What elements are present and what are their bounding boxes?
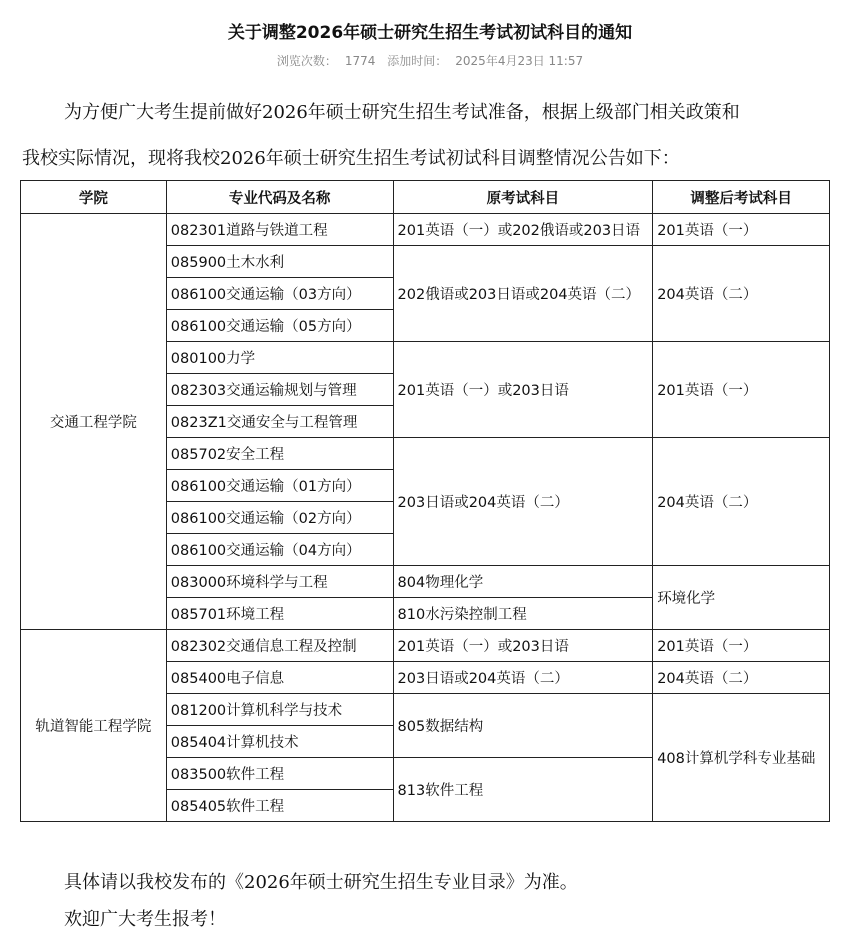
- major-cell: 086100交通运输（04方向）: [166, 534, 393, 566]
- table-header-row: [21, 181, 830, 214]
- page-title: 关于调整2026年硕士研究生招生考试初试科目的通知: [227, 23, 633, 43]
- major-cell: 086100交通运输（02方向）: [166, 502, 393, 534]
- original-subject-cell: 203日语或204英语（二）: [393, 438, 653, 566]
- major-cell: 086100交通运输（05方向）: [166, 310, 393, 342]
- major-cell: 083000环境科学与工程: [166, 566, 393, 598]
- original-subject-cell: 201英语（一）或203日语: [393, 630, 653, 662]
- footer-welcome: 欢迎广大考生报考！: [64, 909, 226, 930]
- adjusted-subject-cell: 204英语（二）: [653, 662, 830, 694]
- adjusted-subject-cell: 环境化学: [653, 566, 830, 630]
- table-row: [21, 630, 830, 662]
- article-meta: [0, 52, 860, 69]
- adjusted-subject-cell: 201英语（一）: [653, 214, 830, 246]
- views-label: 浏览次数：: [276, 54, 337, 68]
- original-subject-cell: 805数据结构: [393, 694, 653, 758]
- original-subject-cell: 810水污染控制工程: [393, 598, 653, 630]
- intro-line-2: 我校实际情况，现将我校2026年硕士研究生招生考试初试科目调整情况公告如下：: [22, 148, 680, 169]
- major-cell: 086100交通运输（01方向）: [166, 470, 393, 502]
- footer-note: 具体请以我校发布的《2026年硕士研究生招生专业目录》为准。: [64, 872, 578, 893]
- major-cell: 0823Z1交通安全与工程管理: [166, 406, 393, 438]
- header-adjusted: 调整后考试科目: [653, 181, 830, 214]
- major-cell: 085900土木水利: [166, 246, 393, 278]
- header-college: 学院: [21, 181, 167, 214]
- original-subject-cell: 804物理化学: [393, 566, 653, 598]
- major-cell: 085405软件工程: [166, 790, 393, 822]
- major-cell: 085400电子信息: [166, 662, 393, 694]
- major-cell: 082302交通信息工程及控制: [166, 630, 393, 662]
- major-cell: 086100交通运输（03方向）: [166, 278, 393, 310]
- original-subject-cell: 201英语（一）或203日语: [393, 342, 653, 438]
- major-cell: 082303交通运输规划与管理: [166, 374, 393, 406]
- added-label: 添加时间：: [387, 54, 448, 68]
- added-time: 2025年4月23日 11:57: [455, 54, 584, 68]
- major-cell: 085404计算机技术: [166, 726, 393, 758]
- intro-line-1: 为方便广大考生提前做好2026年硕士研究生招生考试准备，根据上级部门相关政策和: [64, 102, 740, 123]
- subjects-table: [20, 180, 830, 822]
- adjusted-subject-cell: 201英语（一）: [653, 630, 830, 662]
- major-cell: 083500软件工程: [166, 758, 393, 790]
- major-cell: 081200计算机科学与技术: [166, 694, 393, 726]
- college-cell: 交通工程学院: [21, 214, 167, 630]
- header-original: 原考试科目: [393, 181, 653, 214]
- header-major: 专业代码及名称: [166, 181, 393, 214]
- original-subject-cell: 201英语（一）或202俄语或203日语: [393, 214, 653, 246]
- adjusted-subject-cell: 408计算机学科专业基础: [653, 694, 830, 822]
- adjusted-subject-cell: 201英语（一）: [653, 342, 830, 438]
- major-cell: 082301道路与铁道工程: [166, 214, 393, 246]
- original-subject-cell: 813软件工程: [393, 758, 653, 822]
- views-count: 1774: [344, 54, 376, 68]
- major-cell: 080100力学: [166, 342, 393, 374]
- original-subject-cell: 202俄语或203日语或204英语（二）: [393, 246, 653, 342]
- major-cell: 085701环境工程: [166, 598, 393, 630]
- adjusted-subject-cell: 204英语（二）: [653, 438, 830, 566]
- original-subject-cell: 203日语或204英语（二）: [393, 662, 653, 694]
- major-cell: 085702安全工程: [166, 438, 393, 470]
- college-cell: 轨道智能工程学院: [21, 630, 167, 822]
- adjusted-subject-cell: 204英语（二）: [653, 246, 830, 342]
- table-row: [21, 214, 830, 246]
